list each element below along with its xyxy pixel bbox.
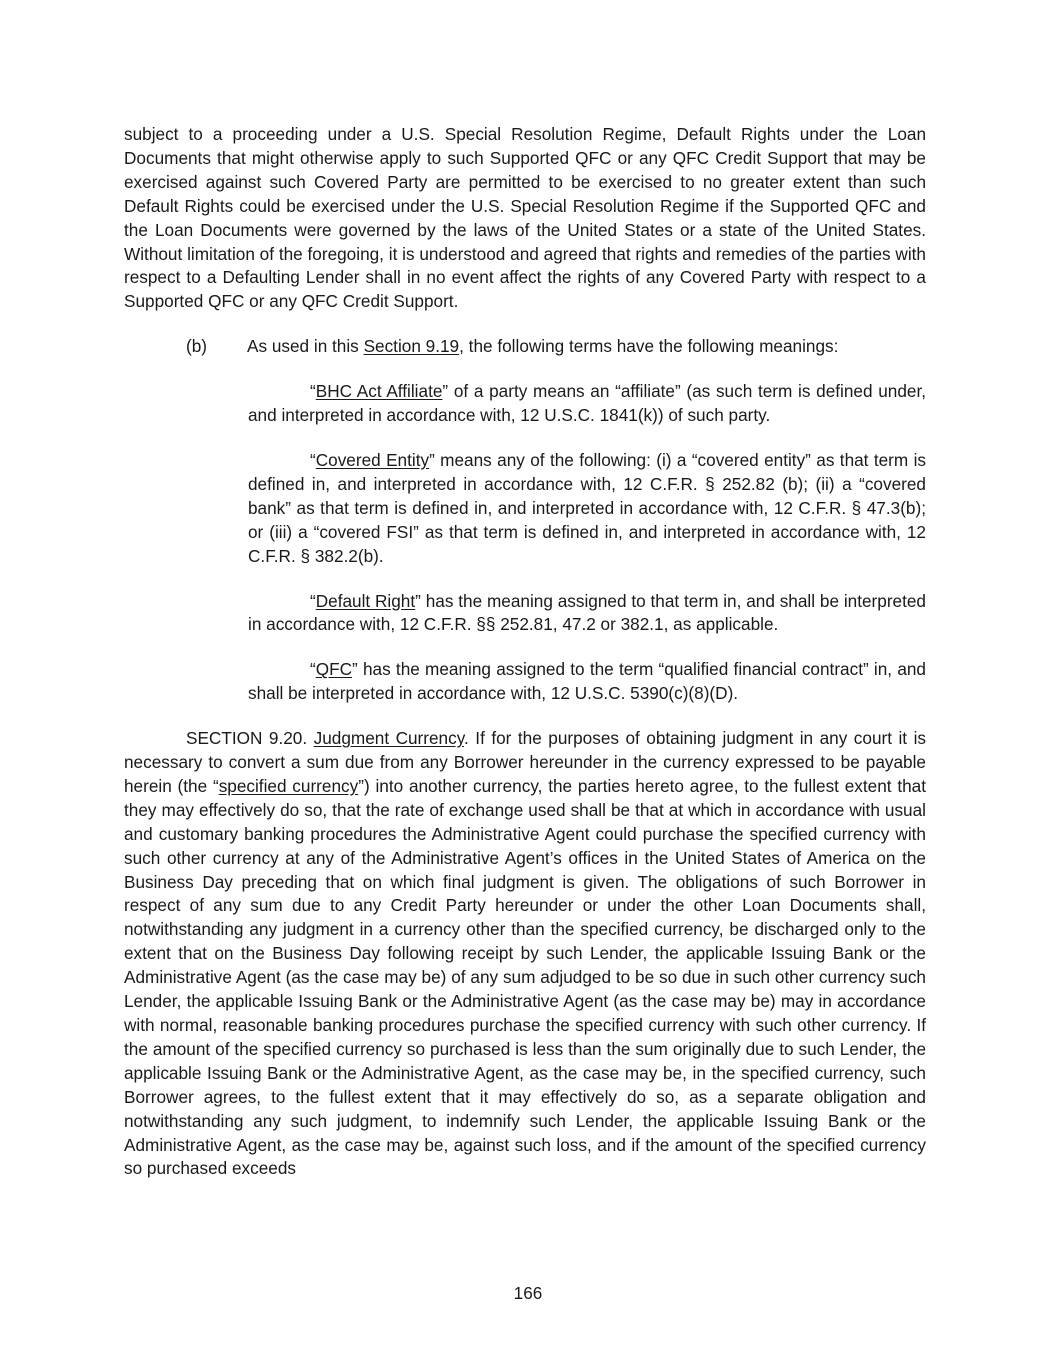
section-9-20 [124, 727, 926, 1181]
definition-open-quote: “ [310, 659, 316, 680]
section-reference: Section 9.19 [363, 336, 460, 357]
section-text-part-2: ”) into another currency, the parties hereto agree, to the fullest extent that they may effectively do so, that the rate of exchange used shall be that at which in accordance with usual and customary banking procedures the Administrative Agent could purchase the specified currency with such other currency at any of the Administrative Agent’s offices in the United States of America on the Business Day preceding that on which final judgment is given. The obligations of such Borrower in respect of any sum due to any Credit Party hereunder or under the other Loan Documents shall, notwithstanding any judgment in a currency other than the specified currency, be discharged only to the extent that on the Business Day following receipt by such Lender, the applicable Issuing Bank or the Administrative Agent (as the case may be) of any sum adjudged to be so due in such other currency such Lender, the applicable Issuing Bank or the Administrative Agent (as the case may be) may in accordance with normal, reasonable banking procedures purchase the specified currency with such other currency. If the amount of the specified currency so purchased is less than the sum originally due to such Lender, the applicable Issuing Bank or the Administrative Agent, as the case may be, in the specified currency, such Borrower agrees, to the fullest extent that it may effectively do so, as a separate obligation and notwithstanding any such judgment, to indemnify such Lender, the applicable Issuing Bank or the Administrative Agent, as the case may be, against such loss, and if the amount of the specified currency so purchased exceeds [124, 775, 927, 1179]
definition-covered-entity [248, 449, 926, 569]
definition-text: ” has the meaning assigned to that term in, and shall be interpreted in accordance with, 12 C.F.R. §§ 252.81, 47.2 or 382.1, as applicable. [248, 590, 926, 635]
section-number: SECTION 9.20. [186, 728, 314, 749]
subsection-prefix: As used in this [247, 336, 364, 357]
subsection-suffix: , the following terms have the following meanings: [459, 336, 839, 357]
section-defined-term: specified currency [218, 775, 359, 796]
definition-qfc [248, 658, 926, 706]
continued-paragraph: subject to a proceeding under a U.S. Special Resolution Regime, Default Rights under the Loan Documents that might otherwise apply to such Supported QFC or any QFC Credit Support that may be exercised against such Covered Party are permitted to be exercised to no greater extent than such Default Rights could be exercised under the U.S. Special Resolution Regime if the Supported QFC and the Loan Documents were governed by the laws of the United States or a state of the United States. Without limitation of the foregoing, it is understood and agreed that rights and remedies of the parties with respect to a Defaulting Lender shall in no event affect the rights of any Covered Party with respect to a Supported QFC or any QFC Credit Support. [124, 124, 926, 312]
definition-text: ” of a party means an “affiliate” (as such term is defined under, and interpreted in accordance with, 12 U.S.C. 1841(k)) of such party. [248, 381, 926, 426]
section-heading: Judgment Currency [313, 728, 465, 749]
definition-open-quote: “ [310, 449, 316, 470]
definition-open-quote: “ [310, 590, 316, 611]
subsection-label: (b) [186, 336, 208, 357]
page-number: 166 [513, 1283, 543, 1303]
defined-term: Covered Entity [315, 449, 430, 470]
defined-term: BHC Act Affiliate [315, 381, 443, 402]
defined-term: Default Right [315, 590, 416, 611]
document-body [124, 123, 926, 1181]
definition-default-right [248, 590, 926, 638]
subsection-b [124, 335, 926, 359]
defined-term: QFC [315, 659, 353, 680]
definition-bhc-act-affiliate [248, 380, 926, 428]
definition-text: ” means any of the following: (i) a “covered entity” as that term is defined in, and interpreted in accordance with, 12 C.F.R. § 252.82 (b); (ii) a “covered bank” as that term is defined in, and interpreted in accordance with, 12 C.F.R. § 47.3(b); or (iii) a “covered FSI” as that term is defined in, and interpreted in accordance with, 12 C.F.R. § 382.2(b). [248, 449, 927, 566]
section-text-part-1: . If for the purposes of obtaining judgment in any court it is necessary to convert a sum due from any Borrower hereunder in the currency expressed to be payable herein (the “ [124, 728, 926, 796]
definition-text: ” has the meaning assigned to the term “qualified financial contract” in, and shall be interpreted in accordance with, 12 U.S.C. 5390(c)(8)(D). [248, 659, 926, 704]
subsection-text [247, 335, 926, 359]
definition-open-quote: “ [310, 381, 316, 402]
